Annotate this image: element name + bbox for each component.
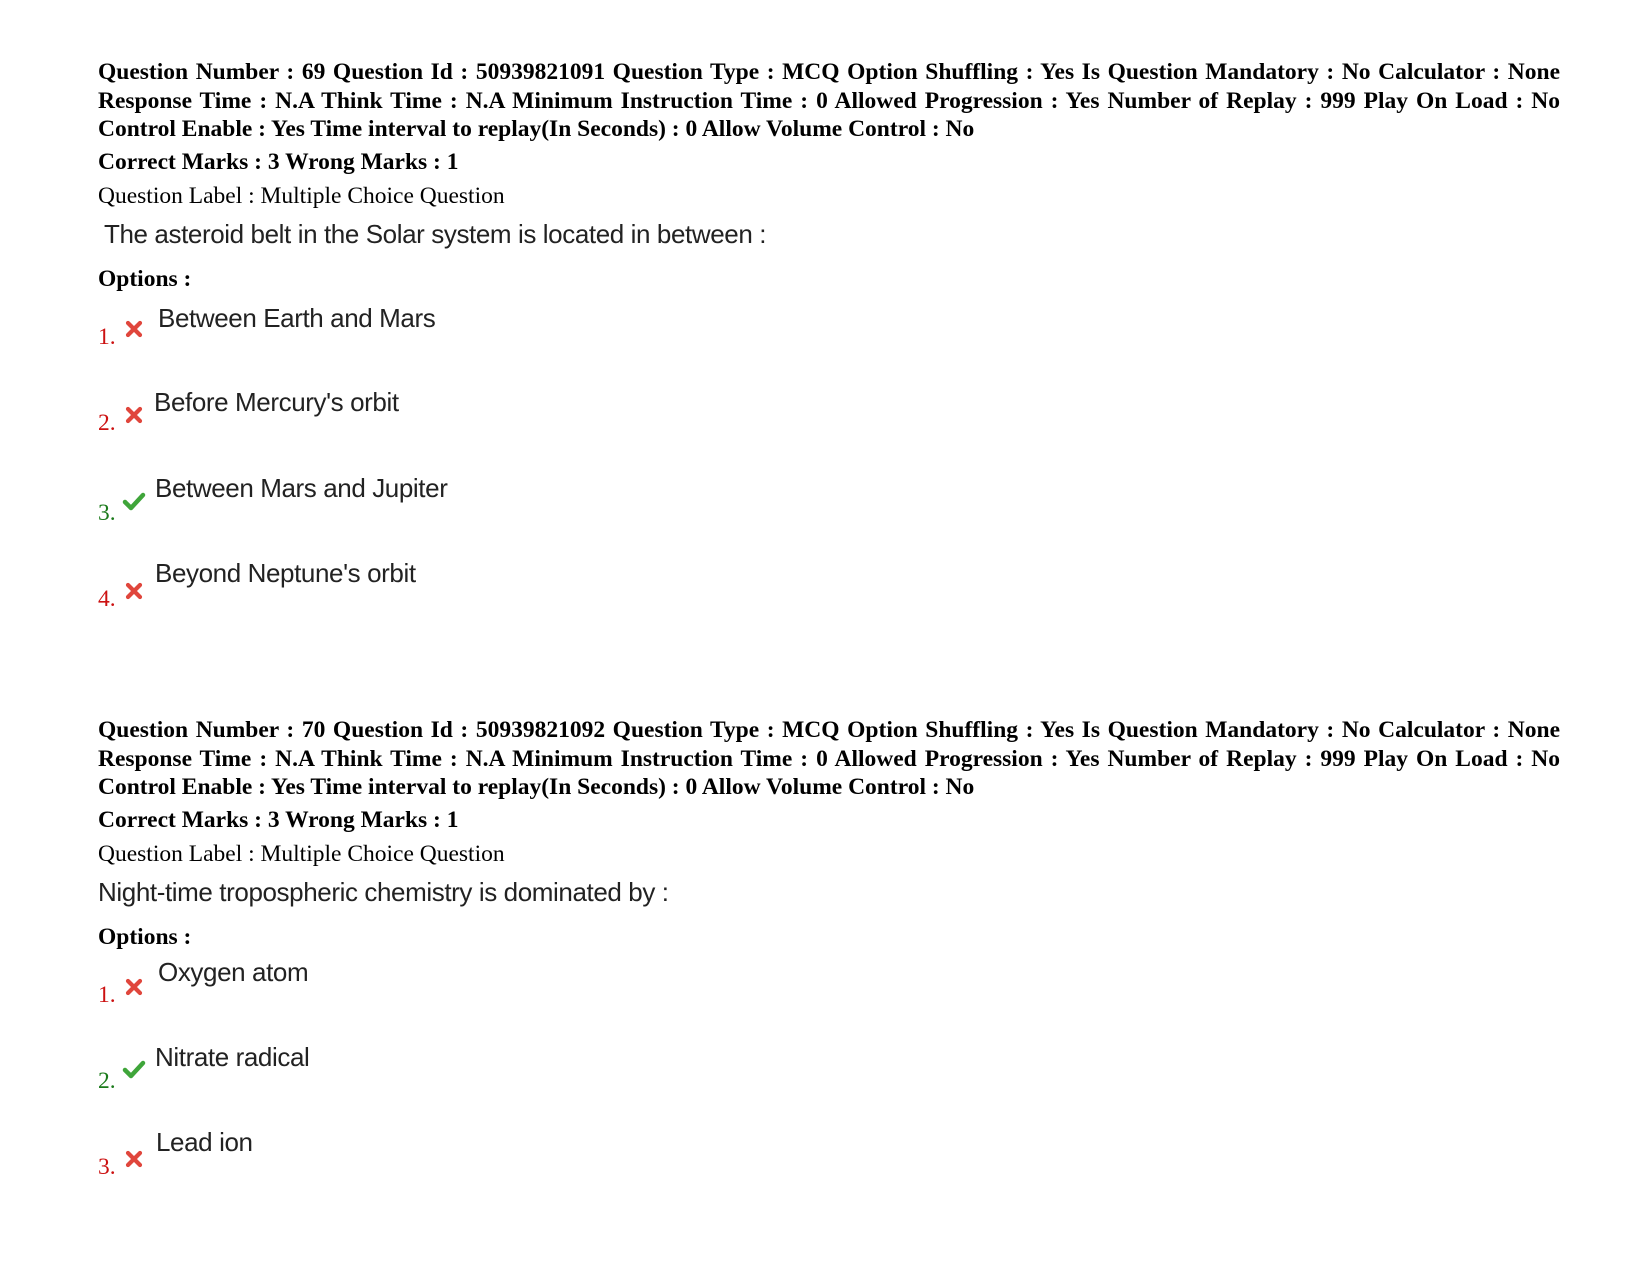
wrong-icon — [124, 1149, 144, 1169]
option-item — [98, 299, 1560, 383]
question-text: The asteroid belt in the Solar system is located in between : — [104, 218, 767, 249]
question-text: Night-time tropospheric chemistry is dominated by : — [98, 876, 669, 907]
options-heading: Options : — [98, 923, 192, 950]
option-text: Lead ion — [156, 1126, 253, 1157]
option-item — [98, 1126, 1560, 1227]
question-label: Question Label : Multiple Choice Question — [98, 182, 505, 209]
question-meta: Question Number : 70 Question Id : 50939821092 Question Type : MCQ Option Shuffling : Yes Is Question Mandatory : No Calculator : None Response Time : N.A Think Time : N.A Minimum Instruction Time : 0 Allowed Progression : Yes Number of Replay : 999 Play On Load : No Control Enable : Yes Time interval to replay(In Seconds) : 0 Allow Volume Control : No — [98, 717, 1560, 800]
wrong-icon — [124, 977, 144, 997]
option-item — [98, 383, 1560, 473]
option-text: Beyond Neptune's orbit — [155, 557, 416, 588]
option-item — [98, 957, 1560, 1047]
wrong-icon — [124, 405, 144, 425]
option-text: Between Earth and Mars — [158, 302, 436, 333]
question-block — [98, 58, 1560, 653]
option-text: Oxygen atom — [158, 956, 309, 987]
option-number: 1. — [98, 981, 116, 1008]
option-item — [98, 557, 1560, 653]
question-meta: Question Number : 69 Question Id : 50939821091 Question Type : MCQ Option Shuffling : Yes Is Question Mandatory : No Calculator : None Response Time : N.A Think Time : N.A Minimum Instruction Time : 0 Allowed Progression : Yes Number of Replay : 999 Play On Load : No Control Enable : Yes Time interval to replay(In Seconds) : 0 Allow Volume Control : No — [98, 59, 1560, 142]
option-text: Before Mercury's orbit — [154, 386, 399, 417]
option-number: 2. — [98, 409, 116, 436]
correct-icon — [122, 1059, 146, 1079]
option-number: 4. — [98, 585, 116, 612]
question-marks: Correct Marks : 3 Wrong Marks : 1 — [98, 148, 459, 175]
option-number: 3. — [98, 1153, 116, 1180]
option-item — [98, 1041, 1560, 1137]
options-list — [98, 299, 1560, 653]
correct-icon — [122, 491, 146, 511]
option-number: 1. — [98, 323, 116, 350]
option-text: Between Mars and Jupiter — [155, 472, 448, 503]
wrong-icon — [124, 581, 144, 601]
options-list — [98, 957, 1560, 1227]
question-label: Question Label : Multiple Choice Question — [98, 840, 505, 867]
question-block — [98, 716, 1560, 1227]
option-number: 3. — [98, 499, 116, 526]
option-text: Nitrate radical — [155, 1041, 310, 1072]
option-number: 2. — [98, 1067, 116, 1094]
option-item — [98, 473, 1560, 563]
wrong-icon — [124, 319, 144, 339]
options-heading: Options : — [98, 265, 192, 292]
question-marks: Correct Marks : 3 Wrong Marks : 1 — [98, 806, 459, 833]
